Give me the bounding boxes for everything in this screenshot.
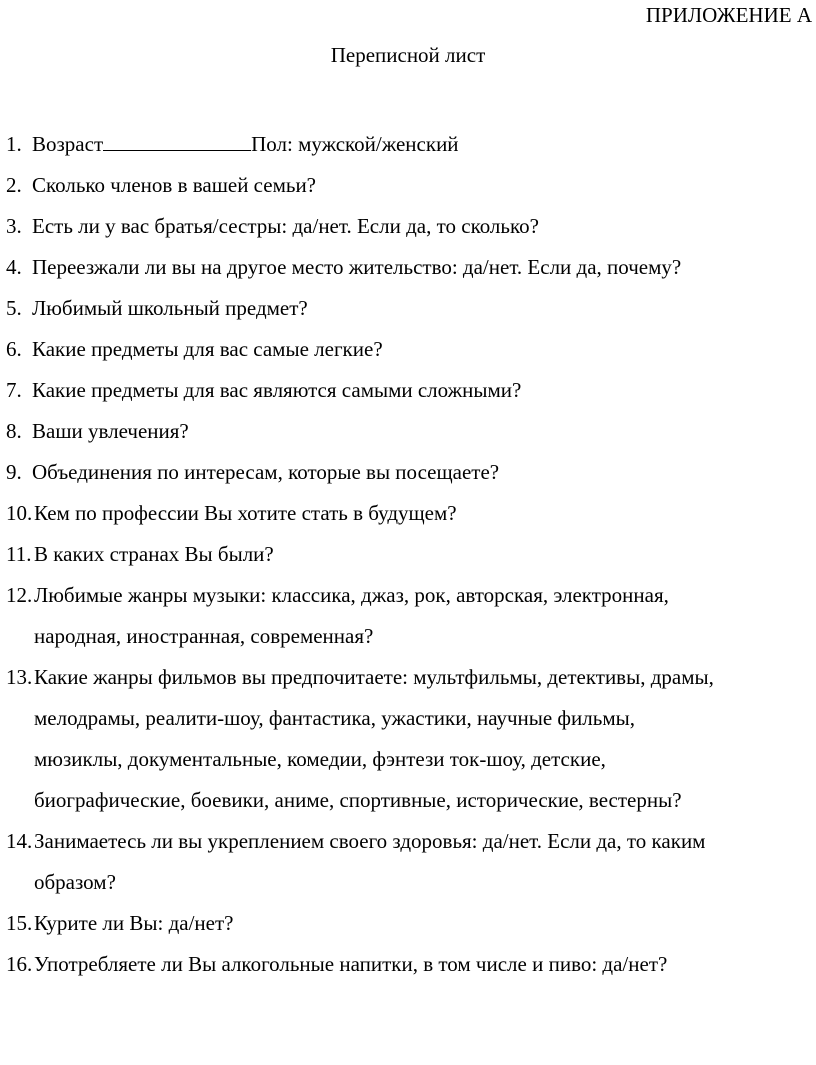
question-line: Любимые жанры музыки: классика, джаз, рок, авторская, электронная, [34,583,669,607]
question-text [32,370,521,411]
question-number: 12. [6,583,33,607]
question-9 [6,452,806,493]
question-text [32,247,681,288]
question-text [32,452,499,493]
question-text [34,534,274,575]
question-text [34,944,667,985]
question-line: Объединения по интересам, которые вы посещаете? [32,460,500,484]
question-14 [6,821,806,903]
page-title: Переписной лист [330,43,486,67]
question-3 [6,206,806,247]
question-11 [6,534,806,575]
age-blank-line [103,132,251,151]
questionnaire-list [6,124,806,985]
question-line: биографические, боевики, аниме, спортивные, исторические, вестерны? [34,788,682,812]
question-number: 13. [6,665,33,689]
question-number: 15. [6,911,33,935]
question-15 [6,903,806,944]
question-text [32,329,383,370]
appendix-label: ПРИЛОЖЕНИЕ А [645,3,812,27]
question-7 [6,370,806,411]
age-label: Возраст [32,132,104,156]
question-text [34,575,669,657]
question-line: Занимаетесь ли вы укреплением своего здоровья: да/нет. Если да, то каким [34,829,706,853]
question-line: Употребляете ли Вы алкогольные напитки, в том числе и пиво: да/нет? [34,952,668,976]
question-number: 1. [6,132,22,156]
question-13 [6,657,806,821]
question-number: 4. [6,255,22,279]
question-2 [6,165,806,206]
question-number: 6. [6,337,22,361]
question-text [34,903,233,944]
question-number: 8. [6,419,22,443]
question-6 [6,329,806,370]
question-line: мюзиклы, документальные, комедии, фэнтези ток-шоу, детские, [34,747,606,771]
question-number: 9. [6,460,22,484]
question-line: Есть ли у вас братья/сестры: да/нет. Если да, то сколько? [32,214,539,238]
question-text [34,493,457,534]
question-number: 3. [6,214,22,238]
question-text [32,288,308,329]
question-text [32,165,316,206]
question-12 [6,575,806,657]
question-line: Кем по профессии Вы хотите стать в будущем? [34,501,457,525]
question-text [32,411,189,452]
question-text [32,206,539,247]
question-line: Какие предметы для вас являются самыми сложными? [32,378,522,402]
question-line: Какие предметы для вас самые легкие? [32,337,383,361]
question-line: Любимый школьный предмет? [32,296,308,320]
question-number: 2. [6,173,22,197]
question-line: мелодрамы, реалити-шоу, фантастика, ужастики, научные фильмы, [34,706,635,730]
question-number: 7. [6,378,22,402]
question-number: 5. [6,296,22,320]
question-line: народная, иностранная, современная? [34,624,374,648]
question-line: Сколько членов в вашей семьи? [32,173,317,197]
question-line: Переезжали ли вы на другое место жительство: да/нет. Если да, почему? [32,255,682,279]
question-1 [6,124,806,165]
question-text [34,821,705,903]
question-line: Ваши увлечения? [32,419,189,443]
question-line: В каких странах Вы были? [34,542,274,566]
question-line: образом? [34,870,116,894]
question-number: 14. [6,829,33,853]
question-number: 11. [6,542,32,566]
question-line: Какие жанры фильмов вы предпочитаете: мультфильмы, детективы, драмы, [34,665,714,689]
question-10 [6,493,806,534]
question-4 [6,247,806,288]
question-line: Курите ли Вы: да/нет? [34,911,234,935]
question-text [34,657,714,821]
question-text [32,124,459,165]
question-8 [6,411,806,452]
question-16 [6,944,806,985]
question-5 [6,288,806,329]
sex-label: Пол: мужской/женский [251,132,459,156]
question-number: 10. [6,501,33,525]
question-number: 16. [6,952,33,976]
